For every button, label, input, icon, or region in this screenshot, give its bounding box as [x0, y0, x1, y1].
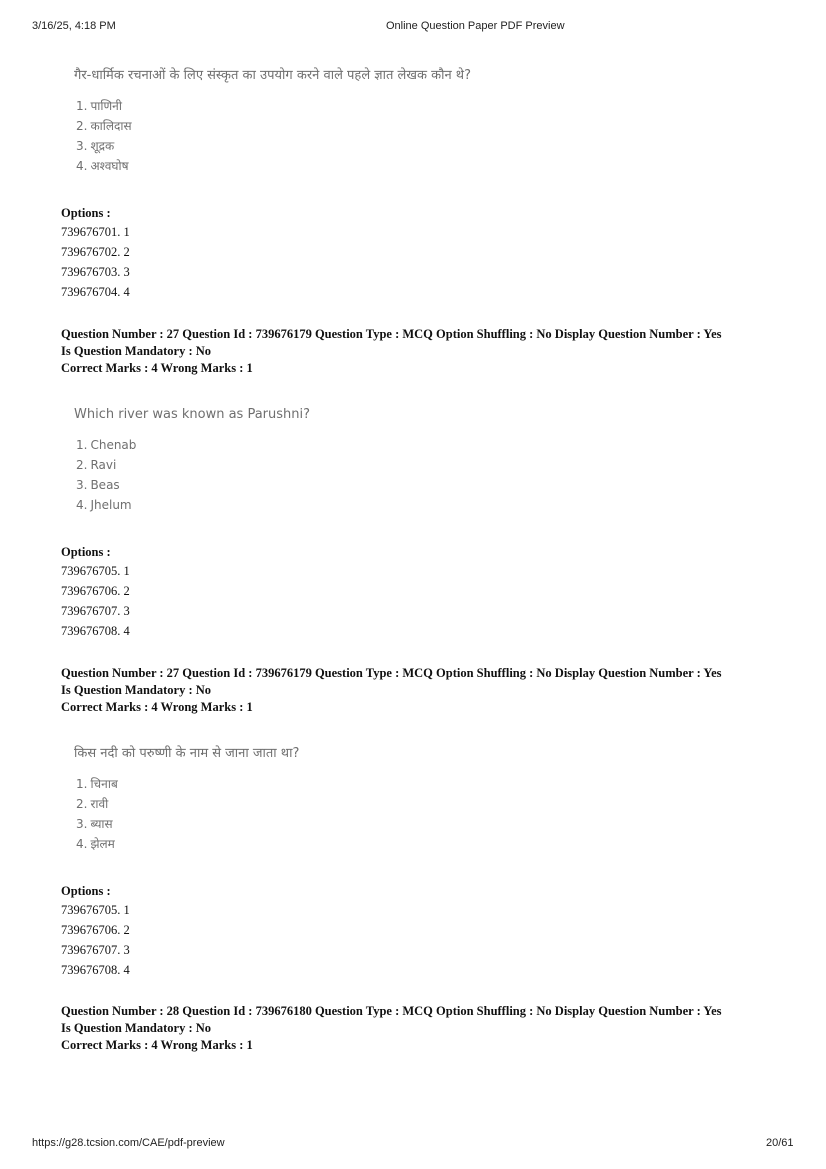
choice-text: Jhelum: [90, 498, 132, 512]
options-block: [61, 543, 130, 641]
option-id: 739676703. 3: [61, 265, 130, 279]
choice-text: झेलम: [90, 837, 115, 851]
option-id: 739676706. 2: [61, 923, 130, 937]
page-url: https://g28.tcsion.com/CAE/pdf-preview: [32, 1137, 225, 1149]
question-text: Which river was known as Parushni?: [74, 407, 311, 422]
choice-number: 4.: [76, 498, 88, 512]
choice-list: [76, 96, 471, 176]
choice-list: [76, 774, 299, 854]
question-marks: Correct Marks : 4 Wrong Marks : 1: [61, 1038, 253, 1052]
question-image: [74, 744, 299, 854]
choice-number: 4.: [76, 159, 88, 173]
option-id: 739676705. 1: [61, 564, 130, 578]
question-meta: [61, 665, 781, 716]
choice-text: कालिदास: [90, 119, 132, 133]
choice-text: चिनाब: [90, 777, 118, 791]
choice-list: [76, 435, 310, 515]
question-meta: [61, 326, 781, 377]
option-id: 739676708. 4: [61, 963, 130, 977]
choice-number: 1.: [76, 777, 88, 791]
choice-text: शूद्रक: [90, 139, 115, 153]
choice-item: [76, 116, 471, 136]
choice-text: ब्यास: [90, 817, 113, 831]
choice-text: Beas: [90, 478, 120, 492]
choice-number: 1.: [76, 438, 88, 452]
choice-item: [76, 156, 471, 176]
choice-number: 3.: [76, 817, 88, 831]
question-mandatory: Is Question Mandatory : No: [61, 1021, 212, 1035]
choice-text: Ravi: [90, 458, 117, 472]
choice-number: 4.: [76, 837, 88, 851]
choice-item: [76, 774, 299, 794]
question-marks: Correct Marks : 4 Wrong Marks : 1: [61, 700, 253, 714]
choice-item: [76, 475, 310, 495]
question-image: [74, 405, 310, 515]
option-id: 739676705. 1: [61, 903, 130, 917]
choice-number: 2.: [76, 797, 88, 811]
question-mandatory: Is Question Mandatory : No: [61, 683, 212, 697]
choice-number: 3.: [76, 478, 88, 492]
options-label: Options :: [61, 206, 111, 220]
question-text: किस नदी को परुष्णी के नाम से जाना जाता था?: [74, 746, 300, 761]
choice-number: 3.: [76, 139, 88, 153]
choice-item: [76, 495, 310, 515]
choice-item: [76, 96, 471, 116]
choice-item: [76, 814, 299, 834]
choice-item: [76, 435, 310, 455]
choice-text: अश्वघोष: [90, 159, 129, 173]
question-meta-line: Question Number : 28 Question Id : 739676180 Question Type : MCQ Option Shuffling : No Display Question Number : Yes: [61, 1004, 722, 1018]
option-id: 739676704. 4: [61, 285, 130, 299]
options-block: [61, 882, 130, 980]
options-label: Options :: [61, 545, 111, 559]
page-number: 20/61: [766, 1137, 794, 1149]
question-mandatory: Is Question Mandatory : No: [61, 344, 212, 358]
print-datetime: 3/16/25, 4:18 PM: [32, 20, 116, 32]
option-id: 739676708. 4: [61, 624, 130, 638]
choice-number: 2.: [76, 119, 88, 133]
choice-item: [76, 455, 310, 475]
choice-item: [76, 136, 471, 156]
choice-item: [76, 794, 299, 814]
options-block: [61, 204, 130, 302]
question-meta: [61, 1003, 781, 1054]
page-title: Online Question Paper PDF Preview: [386, 20, 565, 32]
option-id: 739676701. 1: [61, 225, 130, 239]
option-id: 739676707. 3: [61, 604, 130, 618]
choice-number: 1.: [76, 99, 88, 113]
choice-item: [76, 834, 299, 854]
choice-text: रावी: [90, 797, 109, 811]
question-text: गैर-धार्मिक रचनाओं के लिए संस्कृत का उपयोग करने वाले पहले ज्ञात लेखक कौन थे?: [74, 68, 471, 83]
question-marks: Correct Marks : 4 Wrong Marks : 1: [61, 361, 253, 375]
question-meta-line: Question Number : 27 Question Id : 739676179 Question Type : MCQ Option Shuffling : No Display Question Number : Yes: [61, 327, 722, 341]
option-id: 739676702. 2: [61, 245, 130, 259]
choice-number: 2.: [76, 458, 88, 472]
options-label: Options :: [61, 884, 111, 898]
question-meta-line: Question Number : 27 Question Id : 739676179 Question Type : MCQ Option Shuffling : No Display Question Number : Yes: [61, 666, 722, 680]
choice-text: पाणिनी: [90, 99, 122, 113]
question-image: [74, 66, 471, 176]
option-id: 739676706. 2: [61, 584, 130, 598]
choice-text: Chenab: [90, 438, 137, 452]
option-id: 739676707. 3: [61, 943, 130, 957]
